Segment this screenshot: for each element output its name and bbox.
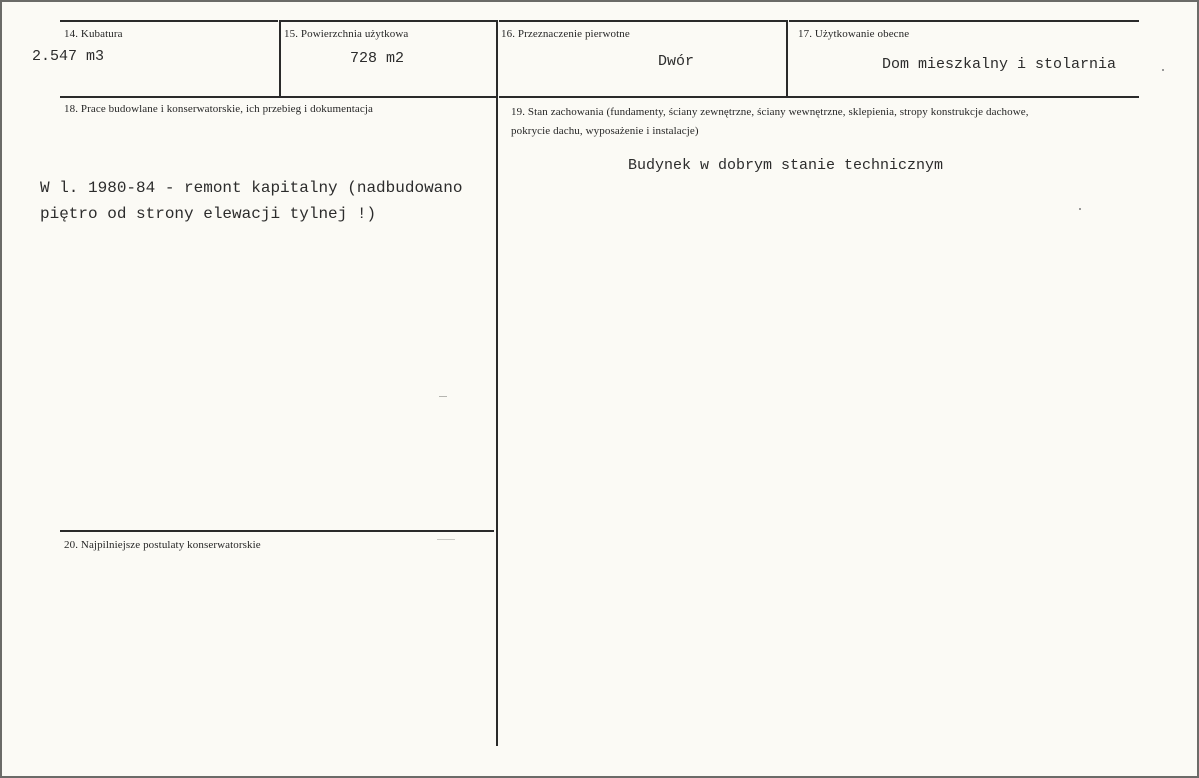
field-17-label: 17. Użytkowanie obecne bbox=[798, 28, 910, 40]
field-14-label: 14. Kubatura bbox=[64, 28, 123, 40]
field-20-label: 20. Najpilniejsze postulaty konserwatorskie bbox=[64, 539, 261, 551]
divider-f14-f15 bbox=[279, 20, 281, 96]
field-18-value: W l. 1980-84 - remont kapitalny (nadbudowano piętro od strony elewacji tylnej !) bbox=[40, 179, 463, 223]
divider-f16-f17 bbox=[786, 20, 788, 96]
field-18-label: 18. Prace budowlane i konserwatorskie, ich przebieg i dokumentacja bbox=[64, 103, 373, 115]
top-line-f15 bbox=[280, 20, 496, 22]
field-16-label: 16. Przeznaczenie pierwotne bbox=[501, 28, 630, 40]
section-line-f18 bbox=[60, 96, 496, 98]
field-19-label: 19. Stan zachowania (fundamenty, ściany zewnętrzne, ściany wewnętrzne, sklepienia, stropy konstrukcje dachowe, pokrycie dachu, wyposażenie i instalacje) bbox=[511, 106, 1029, 137]
scan-speck bbox=[1079, 208, 1081, 210]
field-16-value: Dwór bbox=[658, 53, 695, 70]
scan-speck bbox=[439, 396, 447, 397]
section-line-f20 bbox=[60, 530, 494, 532]
scan-speck bbox=[437, 539, 455, 540]
field-15-value: 728 m2 bbox=[350, 50, 405, 67]
field-17-value: Dom mieszkalny i stolarnia bbox=[882, 56, 1117, 73]
top-line-f17 bbox=[789, 20, 1139, 22]
scan-speck bbox=[1162, 69, 1164, 71]
field-15-label: 15. Powierzchnia użytkowa bbox=[284, 28, 409, 40]
section-line-f19 bbox=[499, 96, 1139, 98]
divider-f15-f16 bbox=[496, 20, 498, 96]
top-line-f16 bbox=[499, 20, 787, 22]
field-19-value: Budynek w dobrym stanie technicznym bbox=[628, 157, 944, 174]
field-14-value: 2.547 m3 bbox=[32, 48, 105, 65]
top-line-f14 bbox=[60, 20, 278, 22]
